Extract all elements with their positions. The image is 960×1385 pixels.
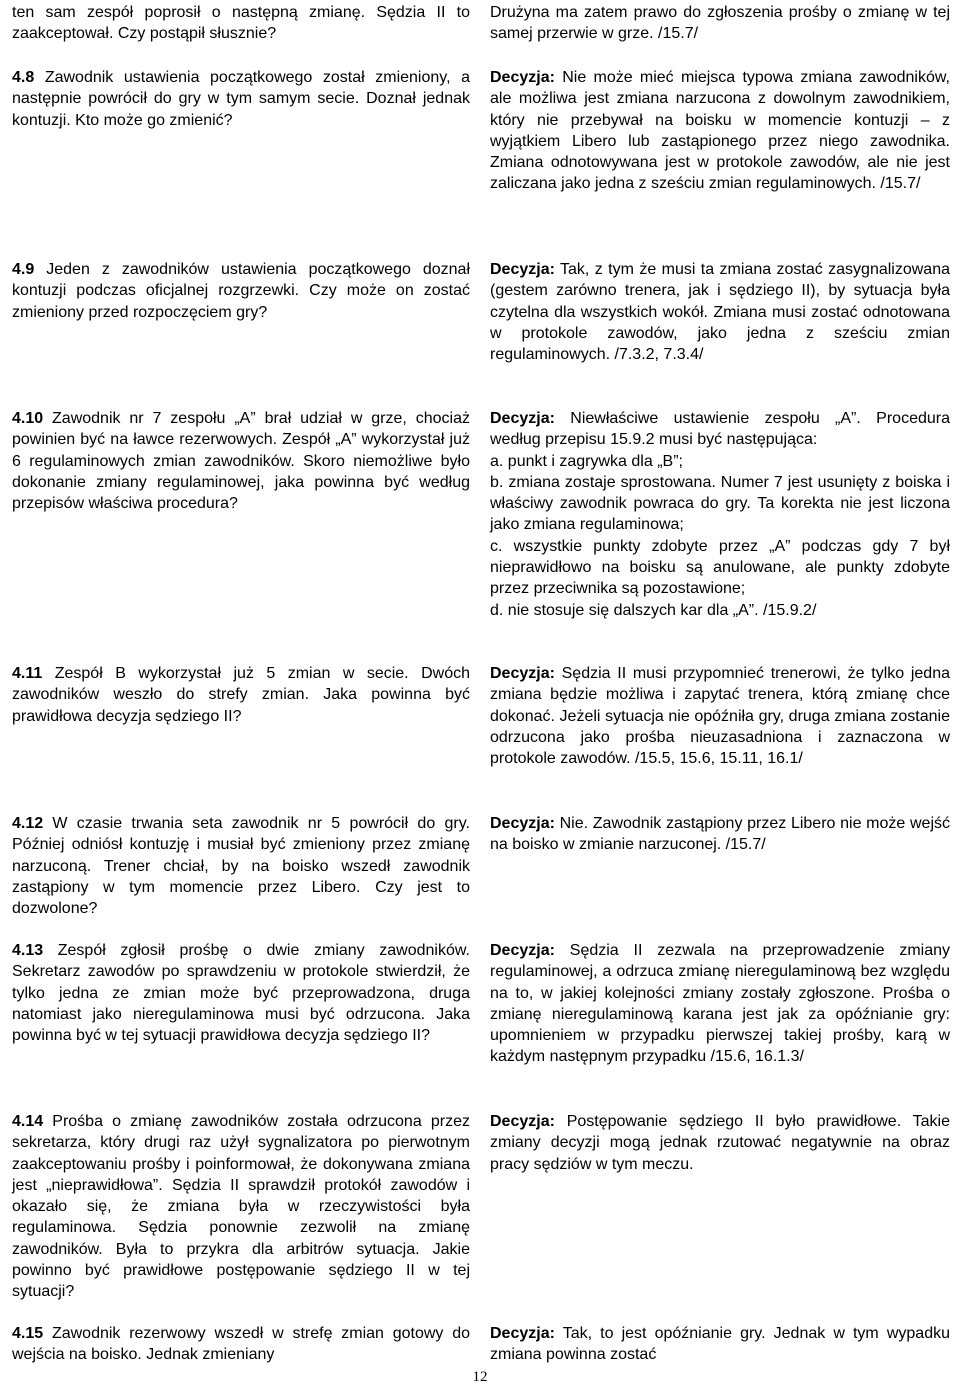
answer-text	[490, 408, 950, 621]
answer-text	[490, 940, 950, 1068]
answer-body: Sędzia II zezwala na przeprowadzenie zmiany regulaminowej, a odrzuca zmianę nieregulaminową bez względu na to, w jakiej kolejności zmiany zostały zgłoszone. Prośba o zmianę nieregulaminową karana jest jak za opóźnianie gry: upomnieniem w przypadku pierwszej takiej prośby, karą w każdym następnym przypadku /15.6, 16.1.3/	[490, 942, 950, 1066]
answer-body: Nie. Zawodnik zastąpiony przez Libero nie może wejść na boisko w zmianie narzuconej. /15.7/	[490, 815, 950, 854]
question-body: ten sam zespół poprosił o następną zmianę. Sędzia II to zaakceptował. Czy postąpił słusznie?	[12, 4, 470, 43]
answer-body: Tak, z tym że musi ta zmiana zostać zasygnalizowana (gestem zarówno trenera, jak i sędziego II), by sytuacja była czytelna dla wszystkich wokół. Zmiana musi zostać odnotowana w protokole zawodów, jako jedna z sześciu zmian regulaminowych. /7.3.2, 7.3.4/	[490, 261, 951, 364]
decision-label: Decyzja:	[490, 815, 555, 832]
question-body: Zawodnik nr 7 zespołu „A” brał udział w grze, chociaż powinien być na ławce rezerwowych. Zespół „A” wykorzystał już 6 regulaminowych zmian zawodników. Skoro niemożliwe było dokonanie zmiany regulaminowej, jaka powinna być według przepisów właściwa procedura?	[12, 410, 470, 513]
question-body: Prośba o zmianę zawodników została odrzucona przez sekretarza, który drugi raz użył sygnalizatora po pierwotnym zaakceptowaniu prośby i poinformował, że dokonywana zmiana jest „nieprawidłowa”. Sędzia II sprawdził protokół zawodów i okazało się, że zmiana była w rzeczywistości była regulaminowa. Sędzia ponownie zezwolił na zmianę zawodników. Była to przykra dla arbitrów sytuacja. Jakie powinno być prawidłowe postępowanie sędziego II w tej sytuacji?	[12, 1113, 470, 1301]
question-number: 4.12	[12, 815, 44, 832]
answer-text	[490, 663, 950, 769]
question-body: W czasie trwania seta zawodnik nr 5 powrócił do gry. Później odniósł kontuzję i musiał być zmieniony przez zmianę narzuconą. Trener chciał, by na boisko wszedł zawodnik zastąpiony w tym momencie przez Libero. Czy jest to dozwolone?	[12, 815, 470, 918]
question-text	[12, 940, 470, 1046]
question-body: Zawodnik rezerwowy wszedł w strefę zmian gotowy do wejścia na boisko. Jednak zmieniany	[12, 1325, 471, 1364]
question-text	[12, 259, 470, 323]
question-text	[12, 813, 470, 919]
answer-body: Nie może mieć miejsca typowa zmiana zawodników, ale możliwa jest zmiana narzucona z dowolnym zawodnikiem, który nie przebywał na boisku w momencie kontuzji – z wyjątkiem Libero lub zastąpionego przez niego zawodnika. Zmiana odnotowywana jest w protokole zawodów, ale nie jest zaliczana jako jedna z sześciu zmian regulaminowych. /15.7/	[490, 69, 950, 193]
answer-text	[490, 2, 950, 45]
answer-text	[490, 813, 950, 856]
question-text	[12, 67, 470, 131]
decision-label: Decyzja:	[490, 261, 555, 278]
answer-body: Sędzia II musi przypomnieć trenerowi, że tylko jedna zmiana będzie możliwa i zapytać trenera, którą zmianę chce dokonać. Jeżeli sytuacja nie opóźniła gry, druga zmiana zostanie odrzucona jako prośba nieuzasadniona i zaznaczona w protokole zawodów. /15.5, 15.6, 15.11, 16.1/	[490, 665, 950, 768]
question-body: Zespół B wykorzystał już 5 zmian w secie. Dwóch zawodników weszło do strefy zmian. Jaka powinna być prawidłowa decyzja sędziego II?	[12, 665, 470, 725]
list-item: b. zmiana zostaje sprostowana. Numer 7 jest usunięty z boiska i właściwy zawodnik powraca do gry. Ta korekta nie jest liczona jako zmiana regulaminowa;	[490, 473, 950, 534]
question-text	[12, 663, 470, 727]
decision-label: Decyzja:	[490, 69, 555, 86]
list-item: d. nie stosuje się dalszych kar dla „A”. /15.9.2/	[490, 601, 817, 619]
decision-label: Decyzja:	[490, 665, 555, 682]
list-item: a. punkt i zagrywka dla „B”;	[490, 452, 683, 470]
decision-label: Decyzja:	[490, 410, 555, 427]
page-number: 12	[472, 1369, 488, 1385]
answer-body: Tak, to jest opóźnianie gry. Jednak w tym wypadku zmiana powinna zostać	[490, 1325, 951, 1364]
question-body: Zespół zgłosił prośbę o dwie zmiany zawodników. Sekretarz zawodów po sprawdzeniu w protokole stwierdził, że tylko jedna ze zmian może być przeprowadzona, druga natomiast jako nieregulaminowa musi być odrzucona. Jaka powinna być w tej sytuacji prawidłowa decyzja sędziego II?	[12, 942, 470, 1045]
question-number: 4.14	[12, 1113, 44, 1130]
answer-text	[490, 1111, 950, 1175]
decision-label: Decyzja:	[490, 1113, 555, 1130]
question-text	[12, 2, 470, 45]
question-text	[12, 1323, 470, 1366]
question-number: 4.15	[12, 1325, 44, 1342]
decision-label: Decyzja:	[490, 1325, 555, 1342]
answer-body: Drużyna ma zatem prawo do zgłoszenia prośby o zmianę w tej samej przerwie w grze. /15.7/	[490, 4, 950, 43]
question-body: Zawodnik ustawienia początkowego został zmieniony, a następnie powrócił do gry w tym samym secie. Doznał jednak kontuzji. Kto może go zmienić?	[12, 69, 471, 129]
question-number: 4.8	[12, 69, 35, 86]
question-number: 4.9	[12, 261, 35, 278]
answer-text	[490, 259, 950, 365]
decision-label: Decyzja:	[490, 942, 555, 959]
answer-body: Niewłaściwe ustawienie zespołu „A”. Procedura według przepisu 15.9.2 musi być następująca:	[490, 410, 950, 449]
question-text	[12, 1111, 470, 1303]
question-number: 4.11	[12, 665, 43, 682]
question-number: 4.10	[12, 410, 44, 427]
question-number: 4.13	[12, 942, 44, 959]
answer-text	[490, 67, 950, 195]
answer-text	[490, 1323, 950, 1366]
answer-body: Postępowanie sędziego II było prawidłowe. Takie zmiany decyzji mogą jednak rzutować negatywnie na obraz pracy sędziów w tym meczu.	[490, 1113, 951, 1173]
question-body: Jeden z zawodników ustawienia początkowego doznał kontuzji podczas oficjalnej rozgrzewki. Czy może on zostać zmieniony przed rozpoczęciem gry?	[12, 261, 470, 321]
question-text	[12, 408, 470, 514]
list-item: c. wszystkie punkty zdobyte przez „A” podczas gdy 7 był nieprawidłowo na boisku są anulowane, ale punkty zdobyte przez przeciwnika są pozostawione;	[490, 537, 950, 598]
